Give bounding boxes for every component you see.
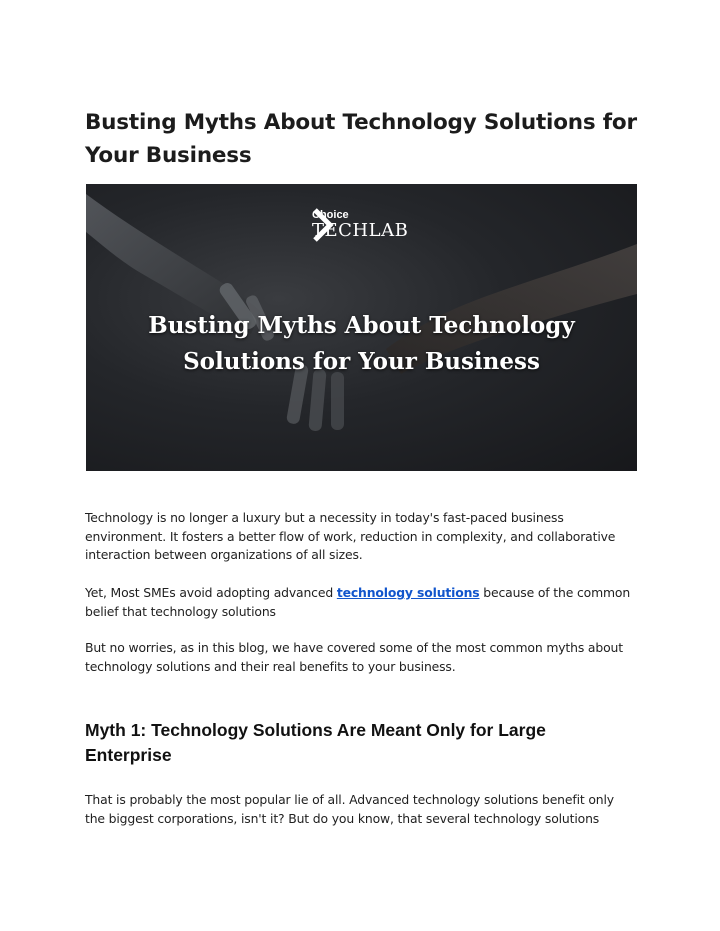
hero-title-line-2: Solutions for Your Business: [183, 348, 540, 375]
blog-intro-paragraph: But no worries, as in this blog, we have covered some of the most common myths about technology solutions and their real benefits to your business.: [85, 640, 623, 674]
page-title: Busting Myths About Technology Solutions for Your Business: [85, 110, 637, 168]
logo-choice-text: Choice: [312, 209, 349, 221]
technology-solutions-link[interactable]: technology solutions: [336, 585, 480, 600]
myth-1-paragraph: That is probably the most popular lie of all. Advanced technology solutions benefit only the biggest corporations, isn't it? But do you know, that several technology solutions: [85, 792, 614, 826]
myth-1-heading: Myth 1: Technology Solutions Are Meant Only for Large Enterprise: [85, 720, 546, 765]
intro-paragraph: Technology is no longer a luxury but a necessity in today's fast-paced business environment. It fosters a better flow of work, reduction in complexity, and collaborative interaction between organizations of all sizes.: [85, 510, 616, 562]
sme-paragraph: [85, 584, 637, 621]
sme-paragraph-text-before: Yet, Most SMEs avoid adopting advanced: [85, 585, 337, 600]
logo-techlab-text: TECHLAB: [312, 220, 409, 241]
techlab-logo: [312, 208, 408, 242]
hero-title-line-1: Busting Myths About Technology: [148, 312, 575, 339]
chevron-right-icon: [312, 208, 334, 242]
hero-image: [86, 184, 637, 471]
hero-title: [86, 308, 637, 380]
sme-paragraph-text-after: because of the common belief that technology solutions: [85, 585, 631, 619]
